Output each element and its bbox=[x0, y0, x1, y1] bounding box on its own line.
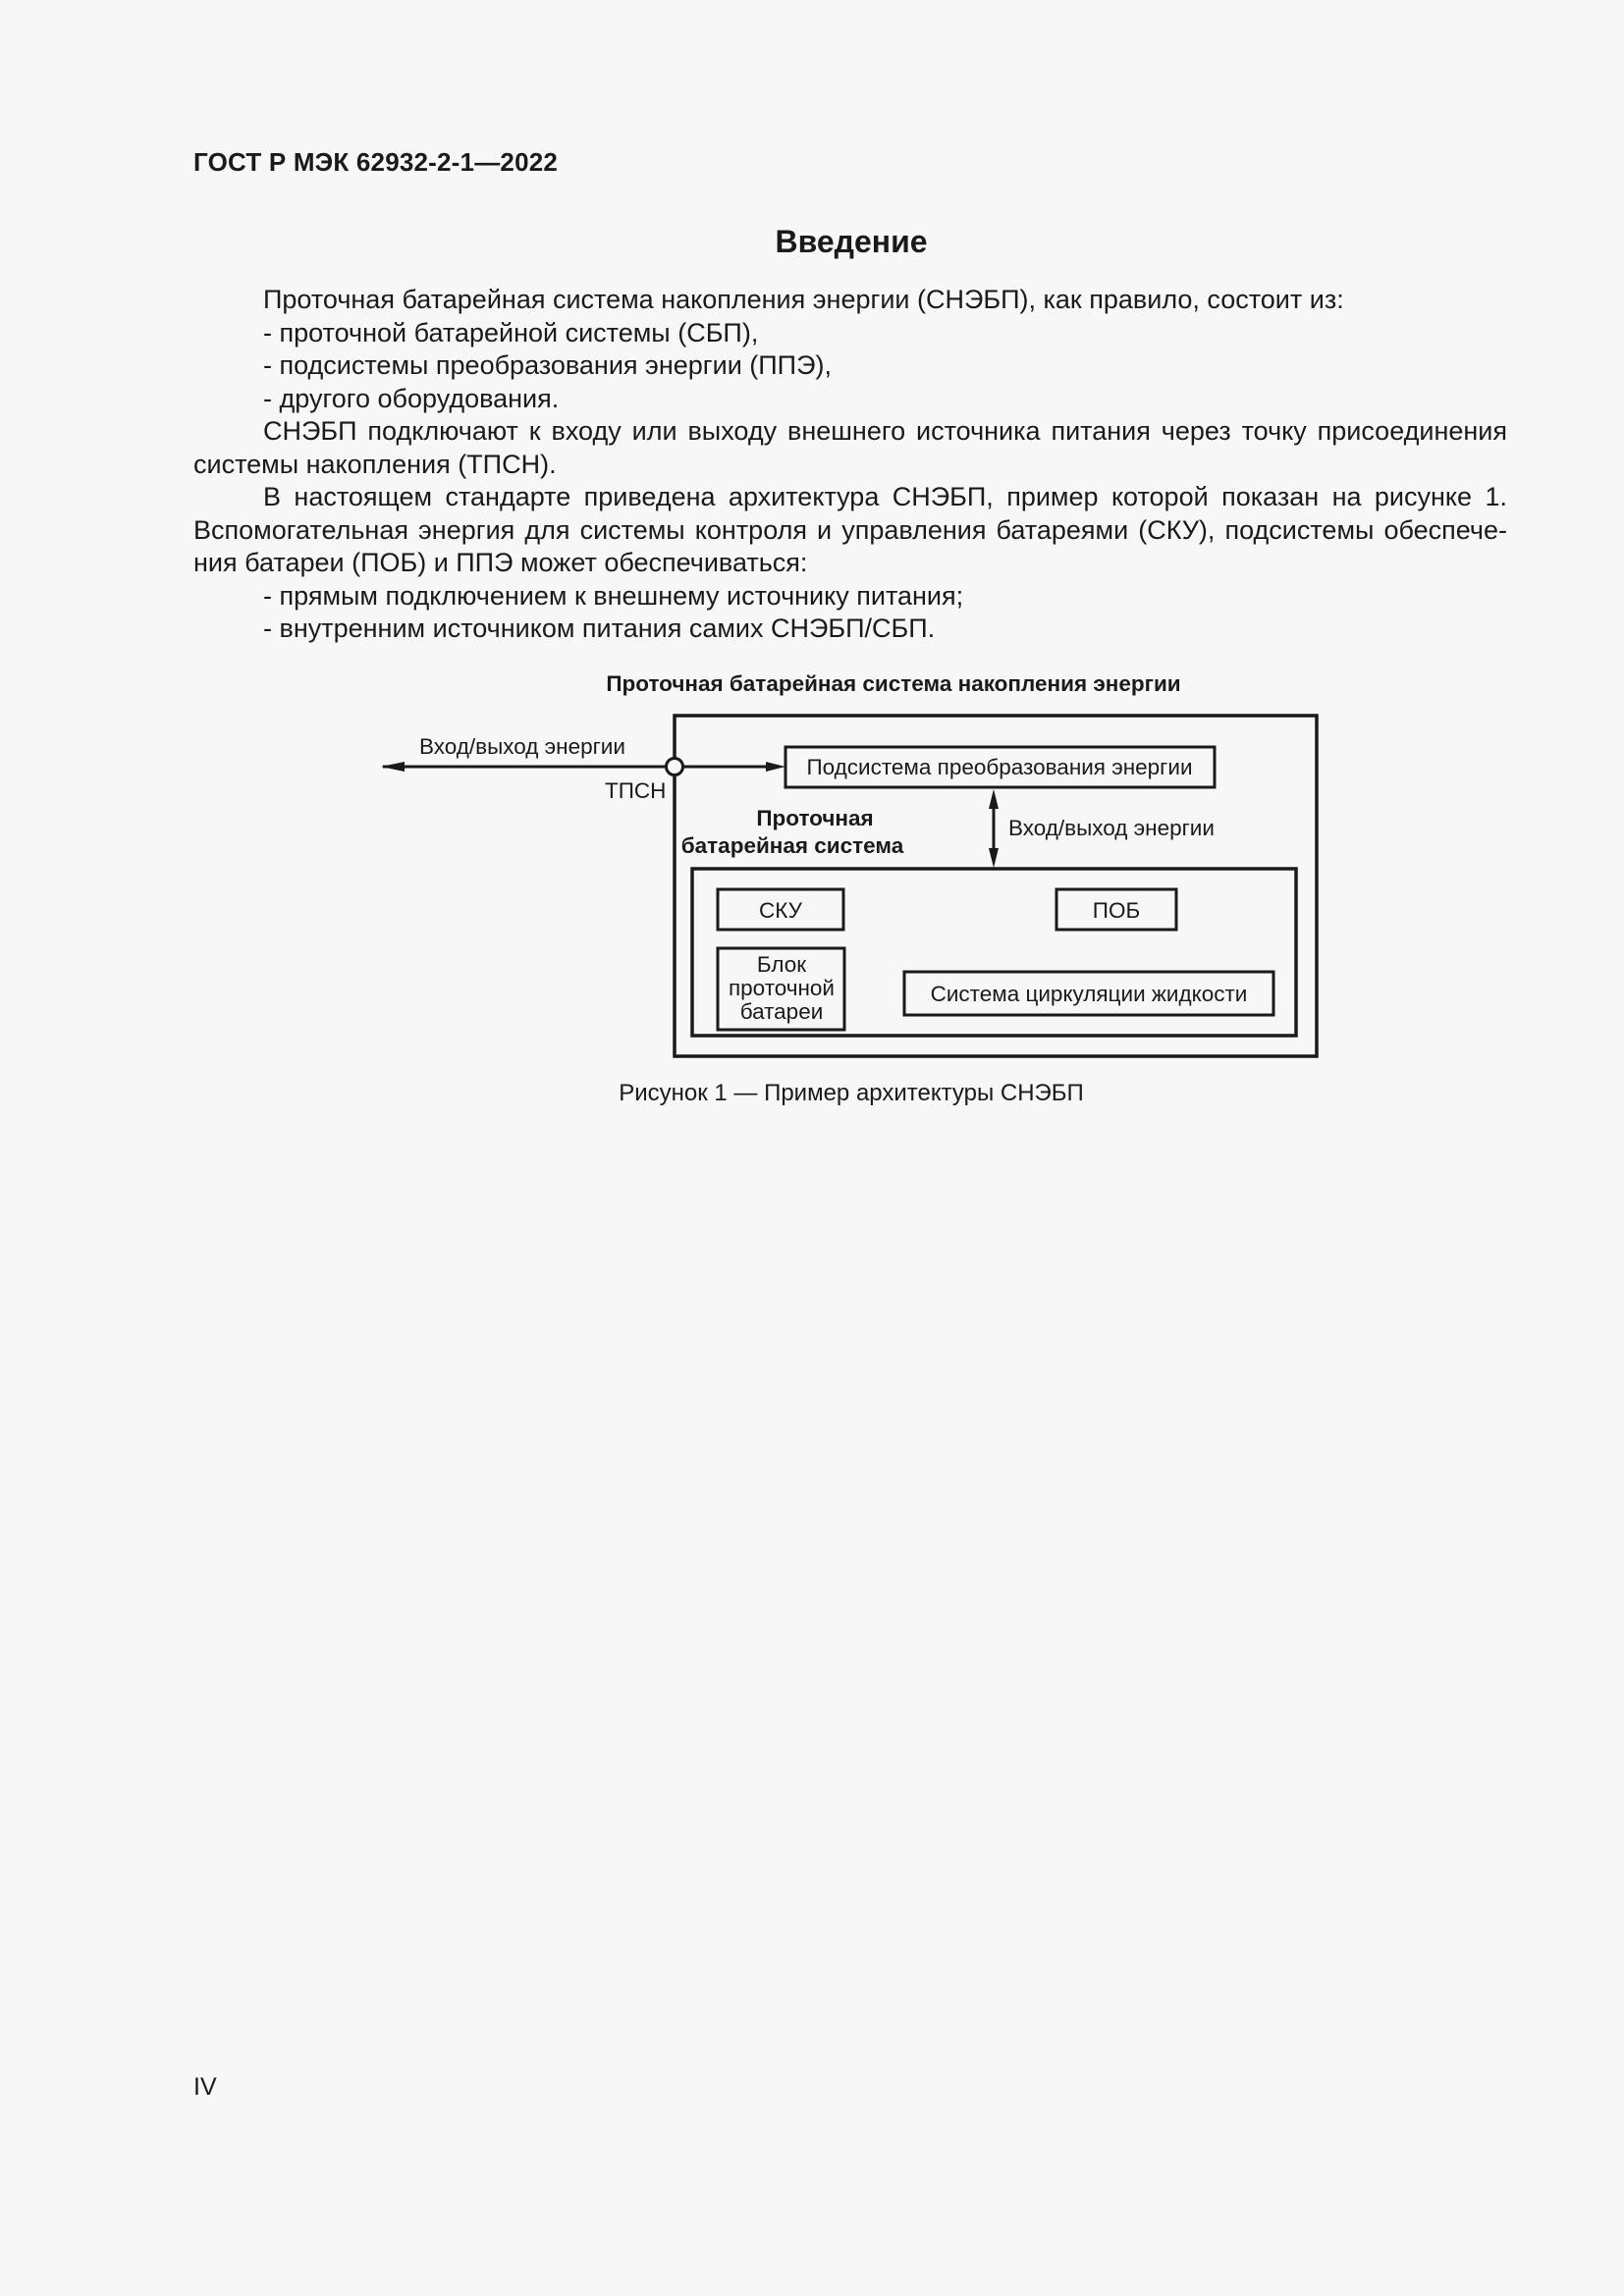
page-number: IV bbox=[193, 2073, 217, 2101]
bss-box-label: ПОБ bbox=[1092, 898, 1141, 923]
pcs-arrow-head bbox=[766, 762, 785, 772]
paragraph: В настоящем стандарте приведена архитектура СНЭБП, пример которой показан на рисунке 1. Вспомогательная энергия для системы контроля и управления батареями (СКУ), подсистемы обеспече-ния батареи (ПОБ) и ППЭ может обеспечиваться: bbox=[193, 482, 1507, 577]
stack-box-label-line3: батареи bbox=[739, 999, 824, 1024]
list-item: - внутренним источником питания самих СНЭБП/СБП. bbox=[263, 614, 936, 643]
fluid-circulation-box-label: Система циркуляции жидкости bbox=[930, 982, 1248, 1006]
vertical-arrow-label: Вход/выход энергии bbox=[1008, 816, 1215, 840]
pcs-box-label: Подсистема преобразования энергии bbox=[806, 755, 1193, 779]
standard-number: ГОСТ Р МЭК 62932-2-1—2022 bbox=[193, 147, 559, 177]
stack-box-label-line1: Блок bbox=[756, 952, 807, 977]
connection-point-label: ТПСН bbox=[605, 778, 667, 803]
left-arrow-head bbox=[381, 762, 405, 772]
connection-point-circle bbox=[667, 759, 683, 775]
figure-title: Проточная батарейная система накопления энергии bbox=[606, 671, 1181, 696]
list-item: - прямым подключением к внешнему источнику питания; bbox=[263, 580, 964, 611]
stack-box-label-line2: проточной bbox=[728, 976, 836, 1000]
architecture-diagram bbox=[0, 0, 1624, 1080]
list-item: - проточной батарейной системы (СБП), bbox=[263, 317, 759, 347]
list-item: - другого оборудования. bbox=[263, 383, 560, 413]
figure-caption: Рисунок 1 — Пример архитектуры СНЭБП bbox=[619, 1080, 1084, 1106]
list-item: - подсистемы преобразования энергии (ППЭ), bbox=[263, 350, 832, 380]
paragraph: Проточная батарейная система накопления энергии (СНЭБП), как правило, состоит из: bbox=[263, 285, 1344, 314]
paragraph: СНЭБП подключают к входу или выходу внешнего источника питания через точку присоединения системы накопления (ТПСН). bbox=[193, 416, 1507, 479]
fbs-label-line2: батарейная система bbox=[680, 833, 904, 858]
left-arrow-label: Вход/выход энергии bbox=[419, 734, 625, 759]
fbs-label-line1: Проточная bbox=[756, 806, 874, 830]
bms-box-label: СКУ bbox=[759, 898, 802, 923]
vertical-arrow-head-down bbox=[989, 848, 999, 868]
vertical-arrow-head-up bbox=[989, 789, 999, 809]
section-title: Введение bbox=[775, 224, 928, 259]
